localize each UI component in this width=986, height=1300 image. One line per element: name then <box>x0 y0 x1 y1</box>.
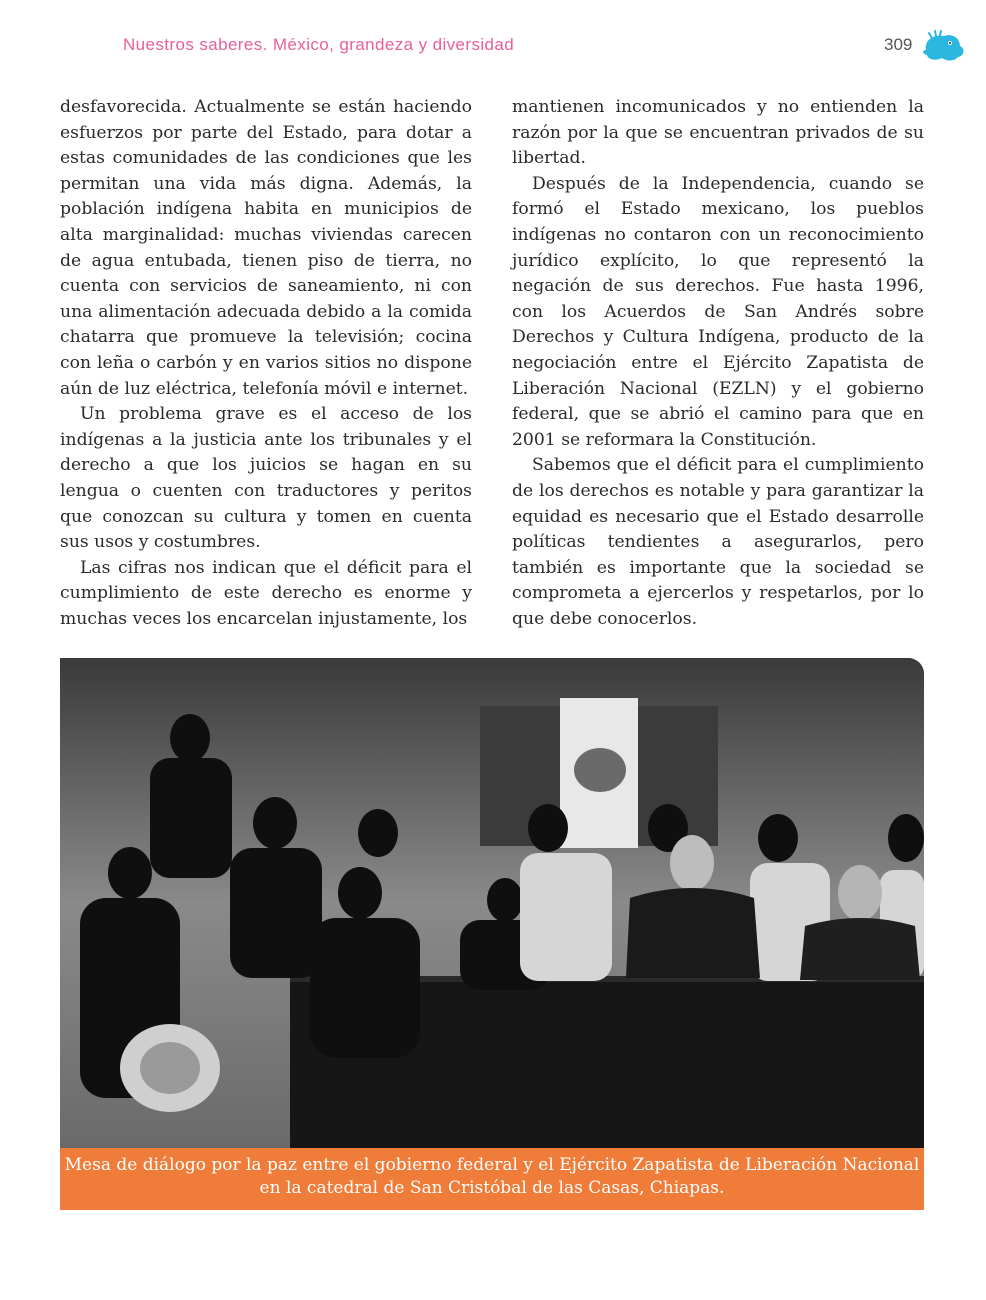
photo-figure <box>60 658 924 1210</box>
paragraph: Sabemos que el déficit para el cumplimiento de los derechos es notable y para garantizar la equidad es necesario que el Estado desarrolle políticas tendientes a asegurarlos, pero también es importante que la sociedad se comprometa a ejercerlos y respetarlos, por lo que debe conocerlos. <box>512 455 924 629</box>
text-column-right <box>512 95 924 632</box>
text-column-left <box>60 95 472 632</box>
paragraph: Después de la Independencia, cuando se formó el Estado mexicano, los pueblos indígenas no contaron con un reconocimiento jurídico explícito, lo que representó la negación de sus derechos. Fue hasta 1996, con los Acuerdos de San Andrés sobre Derechos y Cultura Indígena, producto de la negociación entre el Ejército Zapatista de Liberación Nacional (EZLN) y el gobierno federal, que se abrió el camino para que en 2001 se reformara la Constitución. <box>512 173 924 450</box>
caption-line-1: Mesa de diálogo por la paz entre el gobierno federal y el Ejército Zapatista de Liberación Nacional <box>64 1155 920 1175</box>
axolotl-mascot-icon <box>920 30 966 64</box>
photo-peace-talks <box>60 658 924 1148</box>
page-number: 309 <box>884 35 913 54</box>
figure-caption <box>60 1148 924 1210</box>
paragraph: Un problema grave es el acceso de los indígenas a la justicia ante los tribunales y el derecho a que los juicios se hagan en su lengua o cuenten con traductores y peritos que conozcan su cultura y tomen en cuenta sus usos y costumbres. <box>60 404 472 553</box>
caption-line-2: en la catedral de San Cristóbal de las Casas, Chiapas. <box>259 1178 725 1198</box>
paragraph: Las cifras nos indican que el déficit para el cumplimiento de este derecho es enorme y muchas veces los encarcelan injustamente, los <box>60 557 472 629</box>
paragraph: mantienen incomunicados y no entienden la razón por la que se encuentran privados de su libertad. <box>512 97 924 169</box>
paragraph: desfavorecida. Actualmente se están haciendo esfuerzos por parte del Estado, para dotar a estas comunidades de las condiciones que les permitan una vida más digna. Además, la población indígena habita en municipios de alta marginalidad: muchas viviendas carecen de agua entubada, tienen piso de tierra, no cuenta con servicios de saneamiento, ni con una alimentación adecuada debido a la comida chatarra que promueve la televisión; cocina con leña o carbón y en varios sitios no dispone aún de luz eléctrica, telefonía móvil e internet. <box>60 97 472 399</box>
running-header: Nuestros saberes. México, grandeza y diversidad <box>123 35 515 54</box>
